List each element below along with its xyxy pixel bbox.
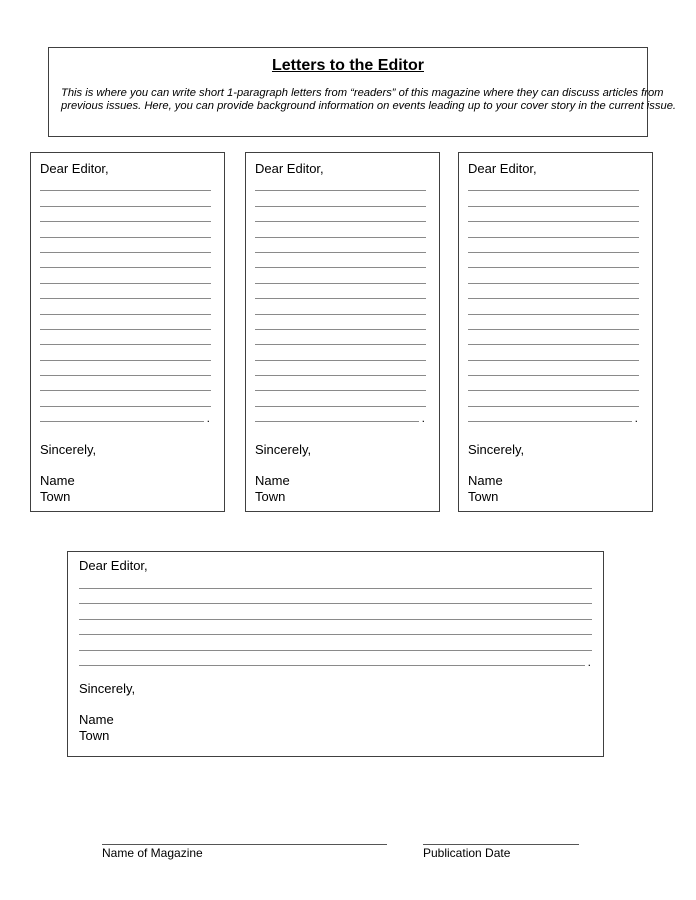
blank-write-line: [40, 361, 211, 376]
page-description-line-1: This is where you can write short 1-paragraph letters from “readers” of this magazine where they can discuss articles from: [61, 87, 664, 99]
closing: Sincerely,: [255, 442, 312, 458]
signature-name: Name: [79, 712, 114, 727]
blank-write-line: [40, 268, 211, 283]
line-end-period: .: [587, 655, 591, 669]
blank-write-line: [40, 345, 211, 360]
closing: Sincerely,: [79, 681, 136, 696]
signature-town: Town: [79, 728, 110, 743]
blank-write-line: [468, 361, 639, 376]
blank-write-line: [255, 222, 426, 237]
signature-name: Name: [255, 473, 290, 489]
publication-date-label: Publication Date: [423, 846, 511, 860]
blank-write-line: [79, 651, 591, 669]
blank-write-line: [255, 407, 425, 426]
blank-write-line: [255, 207, 426, 222]
letter-card-2: [245, 152, 440, 512]
blank-lines-group: [255, 176, 426, 426]
blank-write-line: [468, 315, 639, 330]
blank-write-line: [255, 299, 426, 314]
blank-write-line: [468, 268, 639, 283]
page-description: [49, 87, 677, 114]
blank-write-line: [40, 253, 211, 268]
line-end-period: .: [634, 411, 638, 426]
blank-write-line: [40, 299, 211, 314]
blank-write-line: [468, 345, 639, 360]
magazine-name-line: [102, 831, 387, 845]
blank-write-line: [79, 573, 592, 589]
blank-write-line: [255, 361, 426, 376]
salutation: Dear Editor,: [468, 161, 537, 176]
blank-lines-group: [79, 573, 592, 669]
signature-town: Town: [40, 489, 71, 505]
blank-lines-group: [40, 176, 211, 426]
blank-write-line: [40, 315, 211, 330]
blank-write-line: [468, 299, 639, 314]
blank-write-line: [468, 191, 639, 206]
letter-card-1: [30, 152, 225, 512]
line-end-period: .: [206, 411, 210, 426]
salutation: Dear Editor,: [255, 161, 324, 176]
blank-lines-group: [468, 176, 639, 426]
salutation: Dear Editor,: [40, 161, 109, 176]
blank-write-line: [468, 284, 639, 299]
blank-write-line: [255, 176, 426, 191]
blank-write-line: [40, 191, 211, 206]
blank-write-line: [468, 376, 639, 391]
blank-write-line: [255, 330, 426, 345]
publication-date-line: [423, 831, 579, 845]
blank-write-line: [468, 391, 639, 406]
blank-write-line: [40, 222, 211, 237]
blank-write-line: [468, 222, 639, 237]
blank-write-line: [40, 376, 211, 391]
blank-write-line: [468, 253, 639, 268]
letter-card-wide: [67, 551, 604, 757]
blank-write-line: [40, 238, 211, 253]
blank-write-line: [255, 284, 426, 299]
blank-write-line: [79, 604, 592, 620]
blank-write-line: [468, 207, 639, 222]
blank-write-line: [79, 589, 592, 605]
blank-write-line: [40, 407, 210, 426]
blank-write-line: [255, 238, 426, 253]
blank-write-line: [40, 284, 211, 299]
magazine-name-label: Name of Magazine: [102, 846, 203, 860]
blank-write-line: [255, 191, 426, 206]
page-title: Letters to the Editor: [271, 57, 424, 74]
line-end-period: .: [421, 411, 425, 426]
signature-name: Name: [40, 473, 75, 489]
footer-magazine-group: [102, 831, 387, 860]
signature-name: Name: [468, 473, 503, 489]
blank-write-line: [468, 238, 639, 253]
blank-write-line: [40, 207, 211, 222]
blank-write-line: [40, 330, 211, 345]
blank-write-line: [79, 635, 592, 651]
signature-town: Town: [255, 489, 286, 505]
page-description-line-2: previous issues. Here, you can provide background information on events leading up to your cover story in the current issue.: [61, 100, 677, 113]
blank-write-line: [255, 268, 426, 283]
footer-date-group: [423, 831, 579, 860]
blank-write-line: [40, 176, 211, 191]
blank-write-line: [255, 391, 426, 406]
blank-write-line: [468, 407, 638, 426]
blank-write-line: [79, 620, 592, 636]
letter-card-3: [458, 152, 653, 512]
salutation: Dear Editor,: [79, 558, 148, 573]
closing: Sincerely,: [40, 442, 97, 458]
blank-write-line: [468, 176, 639, 191]
closing: Sincerely,: [468, 442, 525, 458]
signature-town: Town: [468, 489, 499, 505]
blank-write-line: [255, 376, 426, 391]
blank-write-line: [40, 391, 211, 406]
blank-write-line: [255, 315, 426, 330]
blank-write-line: [255, 253, 426, 268]
header-box: [48, 47, 677, 137]
blank-write-line: [255, 345, 426, 360]
blank-write-line: [468, 330, 639, 345]
